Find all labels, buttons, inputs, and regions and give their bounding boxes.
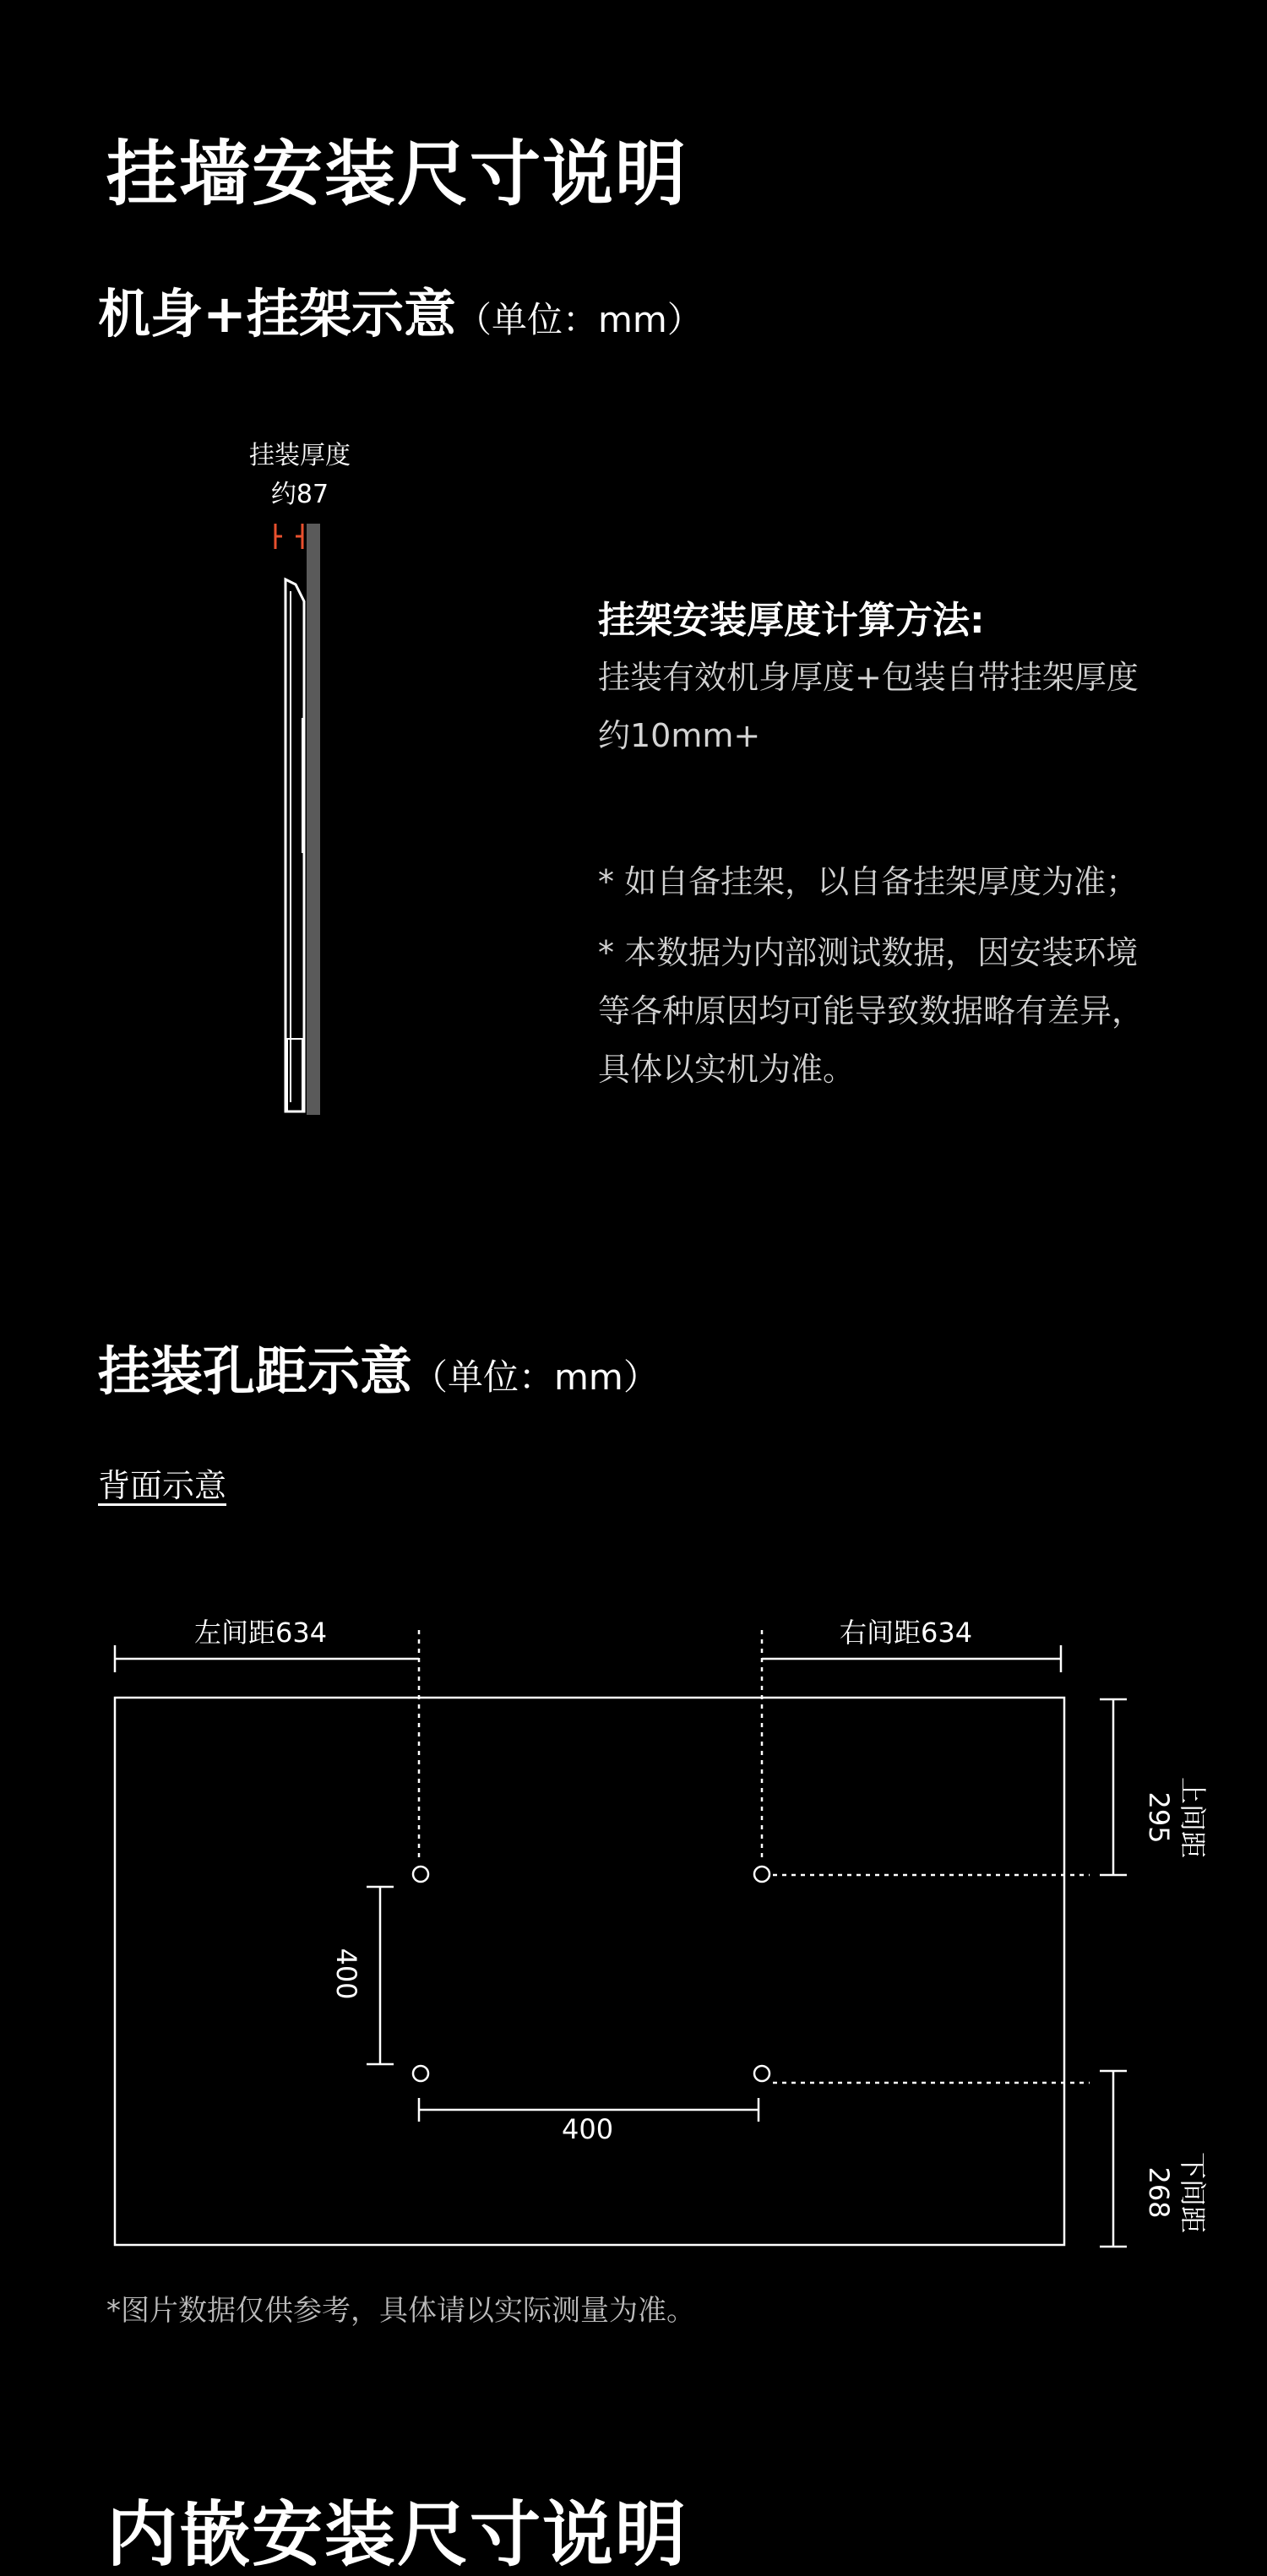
note-self-bracket: * 如自备挂架，以自备挂架厚度为准；: [598, 863, 1139, 900]
section-title: 挂装孔距示意: [98, 1340, 413, 1402]
mount-thickness-value: 约87: [270, 480, 329, 509]
note-line-2: 等各种原因均可能导致数据略有差异，: [598, 992, 1145, 1030]
tv-body: [285, 579, 304, 1111]
hole-spacing-diagram: [0, 1588, 1267, 2264]
mount-thickness-label: [228, 437, 372, 514]
section-heading-hole-spacing: [98, 1340, 659, 1402]
method-line-2: 约10mm+: [598, 717, 761, 754]
diagram-footnote: *图片数据仅供参考，具体请以实际测量为准。: [106, 2294, 695, 2328]
rear-view-label: 背面示意: [98, 1467, 227, 1504]
top-spacing-label: 上间距295: [1143, 1776, 1209, 1858]
method-description: [598, 649, 1139, 765]
vertical-hole-distance-label: 400: [330, 1948, 362, 2000]
left-spacing-label: 左间距634: [194, 1617, 328, 1649]
method-line-1: 挂装有效机身厚度+包装自带挂架厚度: [598, 659, 1139, 696]
mount-thickness-text: 挂装厚度: [249, 441, 351, 470]
right-spacing-label: 右间距634: [840, 1617, 973, 1649]
unit-label: （单位：mm）: [455, 299, 703, 340]
note-test-data: [598, 924, 1144, 1099]
bottom-spacing-label: 下间距268: [1143, 2151, 1209, 2233]
mount-hole-top-left: [413, 1867, 428, 1882]
next-section-title: 内嵌安装尺寸说明: [106, 2493, 688, 2576]
horizontal-hole-distance-label: 400: [562, 2113, 614, 2145]
mount-hole-bottom-right: [754, 2066, 769, 2081]
tv-side-view-diagram: [253, 507, 355, 1123]
note-line-3: 具体以实机为准。: [598, 1051, 856, 1088]
unit-label: （单位：mm）: [412, 1356, 659, 1398]
section-heading-body-bracket: [98, 285, 703, 343]
wall-bracket: [307, 524, 320, 1115]
thickness-indicator: [275, 524, 302, 549]
mount-hole-bottom-left: [413, 2066, 428, 2081]
section-title: 机身+挂架示意: [98, 283, 456, 345]
note-line-1: * 本数据为内部测试数据，因安装环境: [598, 934, 1139, 971]
tv-back-outline: [115, 1698, 1064, 2245]
page-title: 挂墙安装尺寸说明: [106, 133, 688, 215]
method-title: 挂架安装厚度计算方法:: [598, 599, 985, 642]
mount-hole-top-right: [754, 1867, 769, 1882]
